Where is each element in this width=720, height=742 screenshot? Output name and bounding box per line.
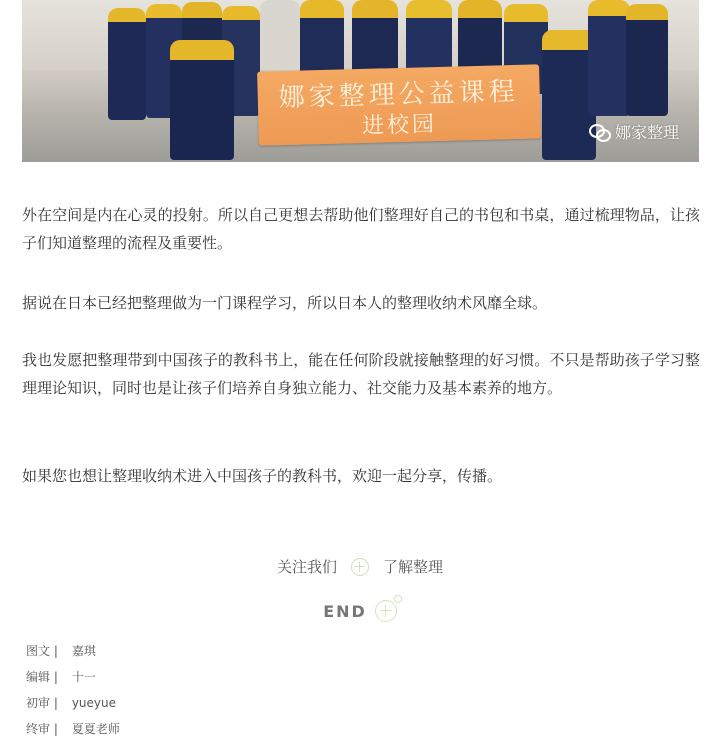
follow-us-link[interactable]: 关注我们 <box>276 558 337 576</box>
end-label: END <box>323 601 367 621</box>
wechat-icon <box>589 123 611 141</box>
credits-list <box>26 638 120 742</box>
photo-watermark <box>589 120 679 143</box>
plus-circle-icon <box>375 600 397 622</box>
learn-more-link[interactable]: 了解整理 <box>383 558 444 576</box>
credit-role: 编辑 | <box>26 670 58 684</box>
article-paragraph: 据说在日本已经把整理做为一门课程学习，所以日本人的整理收纳术风靡全球。 <box>22 294 548 312</box>
credit-row <box>26 664 120 690</box>
banner-title: 娜家整理公益课程 <box>278 76 520 114</box>
article-paragraph: 我也发愿把整理带到中国孩子的教科书上，能在任何阶段就接触整理的好习惯。不只是帮助孩子学习整理理论知识，同时也是让孩子们培养自身独立能力、社交能力及基本素养的地方。 <box>22 351 700 397</box>
credit-name: yueyue <box>71 696 117 710</box>
student-figure <box>626 4 668 116</box>
credit-name: 十一 <box>71 670 96 684</box>
credit-role: 初审 | <box>26 696 58 710</box>
course-banner <box>257 64 541 145</box>
plus-icon <box>351 558 369 576</box>
banner-subtitle: 进校园 <box>361 112 438 139</box>
end-marker <box>0 600 720 622</box>
watermark-text: 娜家整理 <box>614 123 679 142</box>
credit-name: 嘉琪 <box>71 644 96 658</box>
student-figure <box>260 0 300 70</box>
student-figure <box>170 40 234 160</box>
student-figure <box>108 8 146 120</box>
credit-row <box>26 690 120 716</box>
credit-role: 终审 | <box>26 722 58 736</box>
article-paragraph: 如果您也想让整理收纳术进入中国孩子的教科书，欢迎一起分享，传播。 <box>22 467 503 485</box>
credit-name: 夏夏老师 <box>71 722 120 736</box>
article-paragraph: 外在空间是内在心灵的投射。所以自己更想去帮助他们整理好自己的书包和书桌，通过梳理物品，让孩子们知道整理的流程及重要性。 <box>22 206 700 252</box>
credit-row <box>26 716 120 742</box>
credit-role: 图文 | <box>26 644 58 658</box>
credit-row <box>26 638 120 664</box>
follow-bar <box>0 556 720 577</box>
student-figure <box>588 0 630 116</box>
article-photo <box>22 0 699 162</box>
